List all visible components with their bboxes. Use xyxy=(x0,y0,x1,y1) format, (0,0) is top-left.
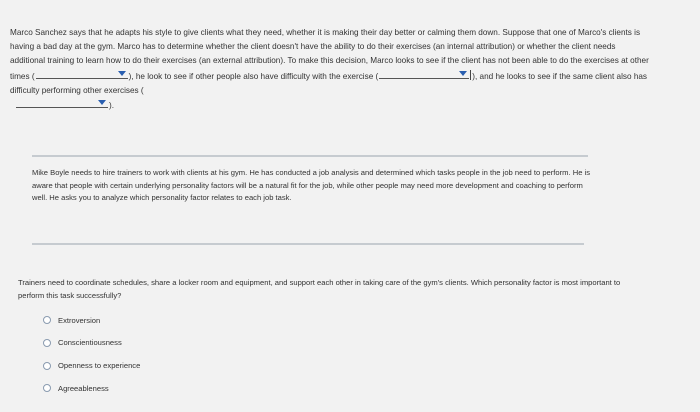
option-label: Agreeableness xyxy=(58,383,109,393)
divider xyxy=(32,155,588,157)
question-1-part-3: ), and he looks to see if the same client also has difficulty performing other exercises ( xyxy=(10,71,648,95)
option-conscientiousness[interactable] xyxy=(43,337,140,349)
option-label: Openness to experience xyxy=(58,361,141,371)
question-1-text xyxy=(10,26,650,113)
answer-options xyxy=(43,314,140,405)
dropdown-arrow-icon xyxy=(118,71,126,76)
question-2-text: Trainers need to coordinate schedules, share a locker room and equipment, and support each other in taking care of the gym's clients. Which personality factor is most important to perform this task successfully? xyxy=(18,278,621,300)
divider xyxy=(32,243,584,245)
radio-button-icon[interactable] xyxy=(43,316,51,324)
question-1-part-4: ). xyxy=(109,101,115,111)
option-label: Conscientiousness xyxy=(58,338,122,348)
option-agreeableness[interactable] xyxy=(43,382,140,394)
dropdown-consensus[interactable] xyxy=(379,69,469,79)
dropdown-arrow-icon xyxy=(459,71,467,76)
radio-button-icon[interactable] xyxy=(43,339,51,347)
dropdown-arrow-icon xyxy=(98,100,106,105)
scenario-text: Mike Boyle needs to hire trainers to work with clients at his gym. He has conducted a job analysis and determined which tasks people in the job need to perform. He is aware that people with certain underlying personality factors will be a natural fit for the job, while other people may need more development and coaching to perform well. He asks you to analyze which personality factor relates to each job task. xyxy=(32,168,591,203)
dropdown-consistency[interactable] xyxy=(36,69,128,79)
radio-button-icon[interactable] xyxy=(43,384,51,392)
option-extroversion[interactable] xyxy=(43,314,140,326)
option-label: Extroversion xyxy=(58,315,101,325)
radio-button-icon[interactable] xyxy=(43,362,51,370)
question-1-part-1: Marco Sanchez says that he adapts his style to give clients what they need, whether it is making their day better or calming them down. Suppose that one of Marco's clients is having a bad day at the gym. Marco has to determine whether the client doesn't have the ability to do their exercises (an internal attribution) or whether the client needs additional training to learn how to do their exercises (an external attribution). To make this decision, Marco looks to see if the client has not been able to do the exercises at other times ( xyxy=(10,28,649,81)
option-openness[interactable] xyxy=(43,360,140,372)
question-1-part-2: ), he look to see if other people also have difficulty with the exercise ( xyxy=(128,71,379,81)
dropdown-distinctiveness[interactable] xyxy=(16,98,108,108)
